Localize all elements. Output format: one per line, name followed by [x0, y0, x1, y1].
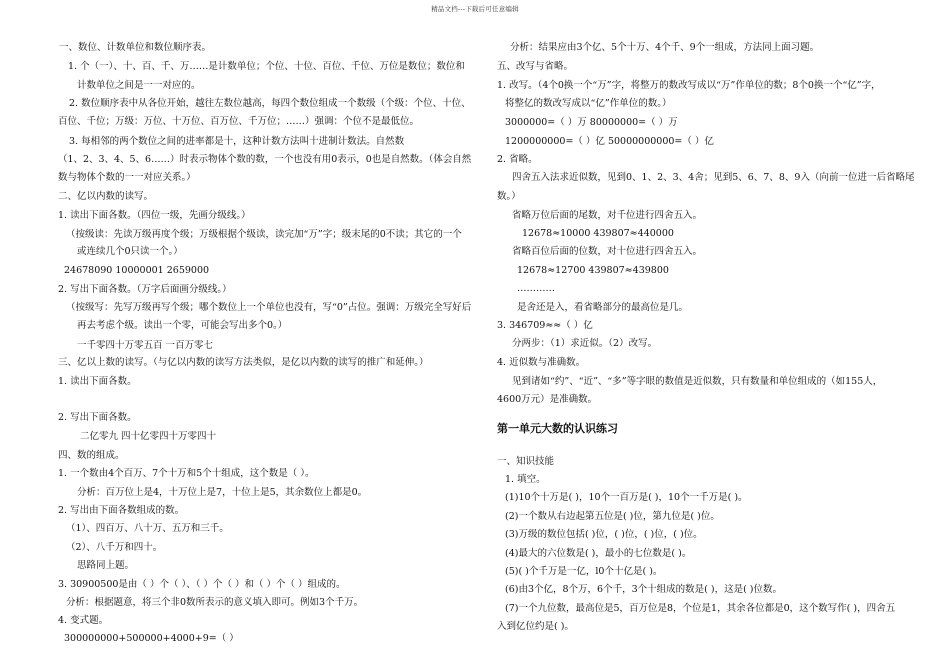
text-line: 1. 个（一）、十、百、千、万……是计数单位；个位、十位、百位、千位、万位是数位；数位和: [68, 61, 465, 72]
exercise-line: (4)最大的六位数是( )，最小的七位数是( )。: [505, 548, 692, 559]
text-line: （1）、四百万、八十万、五万和三千。: [66, 523, 229, 534]
text-line: 百位、千位；万级：万位、十万位、百万位、千万位；……）强调：个位不是最低位。: [58, 116, 420, 127]
text-line: 是舍还是入，看省略部分的最高位是几。: [517, 302, 689, 313]
exercise-line: (5)( )个千万是一亿，l0个十亿是( )。: [505, 566, 663, 577]
text-line: 省略万位后面的尾数，对千位进行四舍五入。: [512, 210, 703, 221]
text-line: 再去考虑个级。读出一个零，可能会写出多个0。）: [77, 320, 288, 331]
section-heading: 一、数位、计数单位和数位顺序表。: [59, 42, 212, 53]
unit-title: 第一单元大数的认识练习: [497, 422, 618, 435]
text-line: 将整亿的数改写成以“亿”作单位的数。）: [505, 98, 672, 109]
exercise-line: (2)一个数从右边起第五位是( )位，第九位是( )位。: [505, 511, 720, 522]
section-heading: 五、改写与省略。: [497, 61, 574, 72]
text-line: 四舍五入法求近似数，见到0、1、2、3、4舍；见到5、6、7、8、9入（向前一位进一后省略尾: [512, 172, 915, 183]
section-heading: 二、亿以内数的读写。: [58, 191, 154, 202]
number-row: 3000000=（ ）万 80000000=（ ）万: [505, 117, 678, 128]
text-line: 数与物体个数的一一对应关系。）: [58, 172, 196, 183]
text-line: 3. 346709≈≈（ ）亿: [497, 320, 593, 331]
number-row: 1200000000=（ ）亿 50000000000=（ ）亿: [505, 136, 714, 147]
number-row: 12678≈10000 439807≈440000: [522, 228, 674, 239]
page-header-watermark: 精品文档---下载后可任意编辑: [431, 5, 519, 13]
text-line: 2. 写出下面各数。（万字后面画分级线。）: [58, 284, 232, 295]
text-line: 1. 读出下面各数。: [58, 376, 137, 387]
text-line: 分两步：（1）求近似。（2）改写。: [512, 338, 658, 349]
section-heading: 三、亿以上数的读写。（与亿以内数的读写方法类似，是亿以内数的读写的推广和延伸。）: [58, 357, 429, 368]
text-line: 300000000+500000+4000+9=（ ）: [64, 633, 239, 644]
number-row: 12678≈12700 439807≈439800: [517, 265, 669, 276]
text-line: （按级写：先写万级再写个级；哪个数位上一个单位也没有，写“0”占位。强调：万级完全写好后: [66, 302, 472, 313]
text-line: 4. 近似数与准确数。: [497, 357, 586, 368]
text-line: 3. 30900500是由（ ）个（ ）、（ ）个（ ）和（ ）个（ ）组成的。: [58, 579, 346, 590]
text-line: 省略百位后面的位数，对十位进行四舍五入。: [512, 246, 703, 257]
number-row: 一千零四十万零五百 一百万零七: [77, 340, 214, 351]
text-line: （2）、八千万和四十。: [66, 542, 163, 553]
text-line: 见到诸如“约”、“近”、“多”等字眼的数值是近似数，只有数量和单位组成的（如155人，: [512, 376, 883, 387]
text-line: 1. 改写。（4个0换一个“万”字，将整万的数改写成以“万”作单位的数；8个0换一个“亿”字，: [497, 80, 881, 91]
text-line: 分析：根据题意，将三个非0数所表示的意义填入即可。例如3个千万。: [66, 597, 364, 608]
text-line: 思路同上题。: [77, 560, 135, 571]
text-line: （1、2、3、4、5、6……）时表示物体个数的数，一个也没有用0表示，0也是自然数。（体会自然: [58, 154, 472, 165]
text-line: 或连续几个0只读一个。）: [77, 246, 183, 257]
text-line: （按级读：先读万级再度个级；万级根据个级读，读完加“万”字；级末尾的0不读；其它的一个: [66, 229, 462, 240]
text-line: …………: [517, 283, 555, 294]
text-line: 2. 数位顺序表中从各位开始，越往左数位越高，每四个数位组成一个数级（个级：个位、十位、: [69, 98, 471, 109]
text-line: 2. 写出下面各数。: [58, 412, 137, 423]
exercise-line: (7)一个九位数，最高位是5，百万位是8，个位是1，其余各位都是0，这个数写作( )，四舍五: [505, 603, 896, 614]
text-line: 分析：百万位上是4，十万位上是7，十位上是5，其余数位上都是0。: [77, 487, 368, 498]
text-line: 数。）: [497, 191, 521, 202]
text-line: 3. 每相邻的两个数位之间的进率都是十，这种计数方法叫十进制计数法。自然数: [69, 136, 405, 147]
number-row: 二亿零九 四十亿零四十万零四十: [80, 431, 217, 442]
section-heading: 四、数的组成。: [58, 450, 125, 461]
text-line: 1. 读出下面各数。（四位一级，先画分级线。）: [58, 210, 251, 221]
exercise-line: (6)由3个亿，8个万，6个千，3个十组成的数是( )，这是( )位数。: [505, 584, 782, 595]
text-line: 2. 省略。: [497, 154, 538, 165]
exercise-line: (1)10个十万是( )，10个一百万是( )，10个一千万是( )。: [505, 492, 748, 503]
section-heading: 一、知识技能: [497, 456, 555, 467]
text-line: 1. 填空。: [505, 474, 546, 485]
number-row: 24678090 10000001 2659000: [64, 265, 210, 276]
text-line: 1. 一个数由4个百万、7个十万和5个十组成，这个数是（ ）。: [58, 468, 315, 479]
text-line: 4. 变式题。: [58, 615, 109, 626]
exercise-line: 入到亿位约是( )。: [497, 621, 574, 632]
exercise-line: (3)万级的数位包括( )位，( )位，( )位，( )位。: [505, 529, 703, 540]
text-line: 2. 写出由下面各数组成的数。: [58, 505, 185, 516]
text-line: 4600万元）是准确数。: [497, 394, 598, 405]
text-line: 计数单位之间是一一对应的。: [77, 80, 201, 91]
text-line: 分析：结果应由3个亿、5个十万、4个千、9个一组成，方法同上面习题。: [510, 42, 820, 53]
